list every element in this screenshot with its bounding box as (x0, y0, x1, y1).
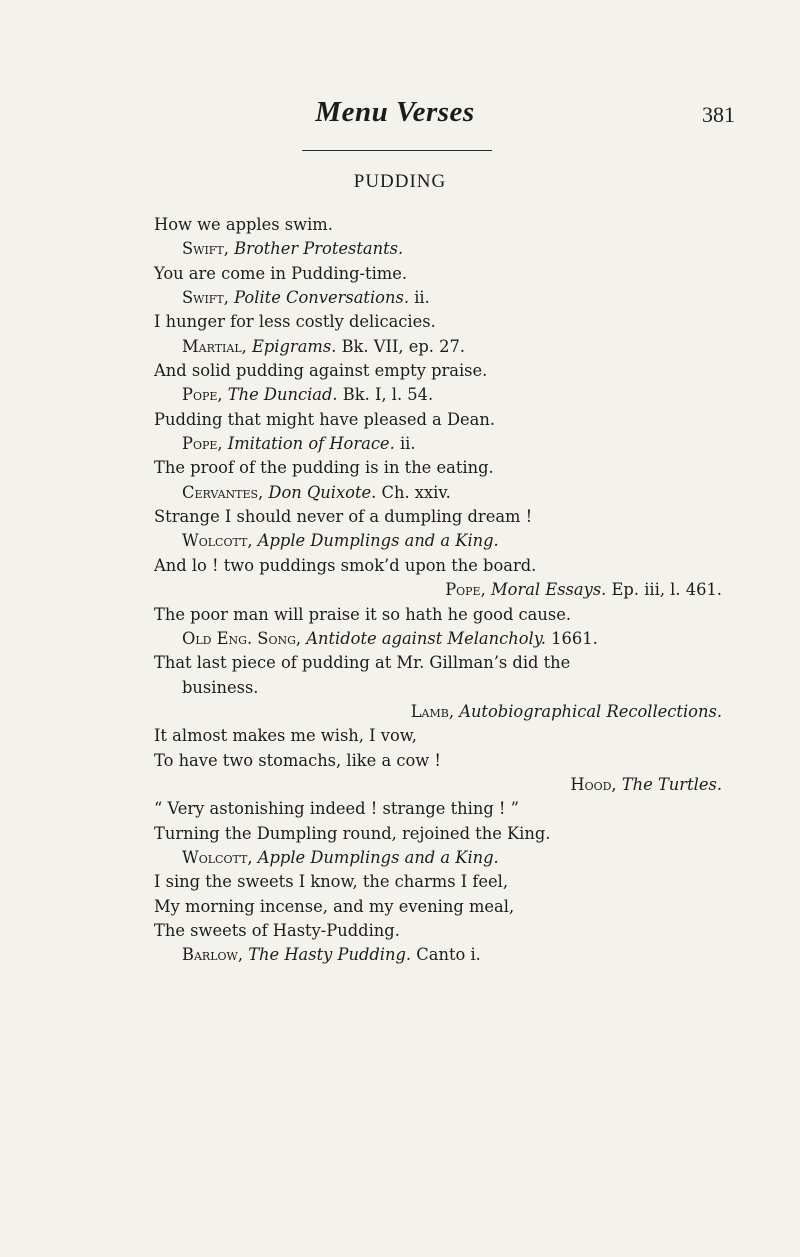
attribution (154, 700, 722, 724)
work-title: The Dunciad. (227, 385, 338, 405)
quotation-entry (154, 359, 722, 408)
work-title: The Hasty Pudding. (248, 945, 412, 965)
quotation-entry (154, 724, 722, 797)
quotation-entry (154, 797, 722, 870)
quote-line: “ Very astonishing indeed ! strange thing ! ” (154, 799, 519, 819)
work-title: Brother Protestants. (234, 239, 404, 259)
quotation-entry (154, 213, 722, 262)
quote-line: I hunger for less costly delicacies. (154, 312, 436, 332)
attribution (154, 627, 722, 651)
quotation-list (154, 213, 722, 968)
reference: Bk. VII, ep. 27. (341, 336, 466, 356)
attribution (154, 237, 722, 261)
author: Lamb, (410, 701, 454, 721)
author: Swift, (182, 239, 229, 259)
quote-line: Turning the Dumpling round, rejoined the King. (154, 823, 551, 843)
reference: Ch. xxiv. (381, 482, 451, 502)
author: Pope, (445, 580, 486, 600)
quotation-entry (154, 505, 722, 554)
quotation-entry (154, 310, 722, 359)
running-header (0, 96, 800, 136)
running-title: Menu Verses (315, 96, 475, 128)
attribution (154, 286, 722, 310)
quotation-entry (154, 554, 722, 603)
quote-line: Pudding that might have pleased a Dean. (154, 409, 495, 429)
work-title: Antidote against Melancholy. (306, 628, 546, 648)
page-number: 381 (702, 102, 735, 127)
work-title: Don Quixote. (268, 482, 377, 502)
work-title: Apple Dumplings and a King. (257, 847, 499, 867)
quotation-entry (154, 408, 722, 457)
quotation-entry (154, 456, 722, 505)
quote-line: To have two stomachs, like a cow ! (154, 750, 441, 770)
work-title: Imitation of Horace. (227, 434, 395, 454)
attribution (154, 773, 722, 797)
quotation-entry (154, 870, 722, 967)
quote-line: That last piece of pudding at Mr. Gillman’s did the (154, 653, 571, 673)
quote-line: Strange I should never of a dumpling dream ! (154, 507, 533, 527)
author: Pope, (182, 385, 223, 405)
attribution (154, 943, 722, 967)
author: Wolcott, (182, 531, 253, 551)
attribution (154, 481, 722, 505)
author: Cervantes, (182, 482, 264, 502)
author: Pope, (182, 434, 223, 454)
author: Hood, (570, 774, 617, 794)
reference: 1661. (551, 628, 598, 648)
quotation-entry (154, 262, 722, 311)
section-title: PUDDING (353, 171, 447, 192)
reference: ii. (399, 434, 416, 454)
author: Barlow, (182, 945, 243, 965)
reference: Ep. iii, l. 461. (611, 580, 722, 600)
attribution (154, 578, 722, 602)
author: Old Eng. Song, (182, 628, 302, 648)
work-title: The Turtles. (621, 774, 722, 794)
quote-line: It almost makes me wish, I vow, (154, 726, 417, 746)
quote-line: And lo ! two puddings smok’d upon the board. (154, 555, 537, 575)
quote-line: And solid pudding against empty praise. (154, 361, 488, 381)
reference: Canto i. (416, 945, 481, 965)
header-rule (302, 150, 492, 151)
quote-line: My morning incense, and my evening meal, (154, 896, 515, 916)
quote-line: The sweets of Hasty-Pudding. (154, 920, 400, 940)
attribution (154, 529, 722, 553)
author: Wolcott, (182, 847, 253, 867)
reference: ii. (414, 288, 430, 308)
quote-line: You are come in Pudding-time. (154, 263, 408, 283)
reference: Bk. I, l. 54. (342, 385, 434, 405)
quote-line: I sing the sweets I know, the charms I feel, (154, 872, 509, 892)
quote-line-continuation: business. (182, 677, 259, 697)
attribution (154, 846, 722, 870)
quotation-entry (154, 603, 722, 652)
work-title: Apple Dumplings and a King. (257, 531, 499, 551)
quotation-entry (154, 651, 722, 724)
author: Swift, (182, 288, 229, 308)
author: Martial, (182, 336, 247, 356)
attribution (154, 432, 722, 456)
attribution (154, 383, 722, 407)
quote-line: The poor man will praise it so hath he good cause. (154, 604, 572, 624)
work-title: Moral Essays. (490, 580, 607, 600)
work-title: Autobiographical Recollections. (459, 701, 722, 721)
work-title: Epigrams. (252, 336, 337, 356)
attribution (154, 335, 722, 359)
quote-line: The proof of the pudding is in the eating. (154, 458, 494, 478)
work-title: Polite Conversations. (234, 288, 409, 308)
quote-line: How we apples swim. (154, 215, 333, 234)
